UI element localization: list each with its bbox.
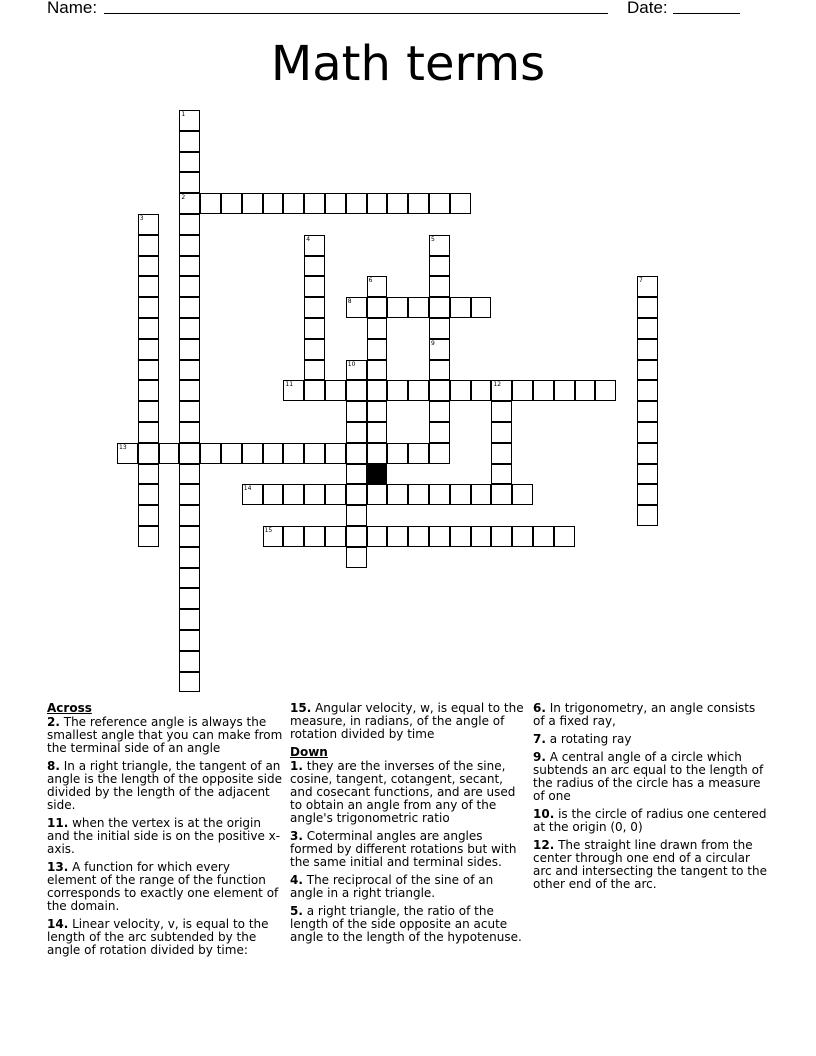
crossword-cell[interactable] <box>242 484 263 505</box>
crossword-cell[interactable] <box>429 235 450 256</box>
down-heading: Down <box>290 745 328 759</box>
crossword-cell[interactable] <box>637 422 658 443</box>
crossword-cell[interactable] <box>491 380 512 401</box>
crossword-cell[interactable] <box>429 422 450 443</box>
across-clue-15 <box>290 702 526 741</box>
clues-column-2 <box>290 702 526 949</box>
across-clue-8 <box>47 760 283 812</box>
crossword-cell[interactable] <box>179 110 200 131</box>
down-clue-5 <box>290 905 526 944</box>
crossword-cell[interactable] <box>429 443 450 464</box>
clue-number: 14. <box>47 917 69 931</box>
crossword-cell[interactable] <box>346 547 367 568</box>
crossword-cell[interactable] <box>346 297 367 318</box>
clue-text: In trigonometry, an angle consists of a fixed ray, <box>533 701 756 728</box>
cell-number: 4 <box>306 235 311 243</box>
crossword-cell[interactable] <box>283 193 304 214</box>
crossword-cell[interactable] <box>554 526 575 547</box>
crossword-cell[interactable] <box>429 360 450 381</box>
crossword-cell[interactable] <box>429 276 450 297</box>
clue-number: 7. <box>533 732 546 746</box>
crossword-cell[interactable] <box>325 526 346 547</box>
cell-number: 8 <box>347 298 352 306</box>
crossword-cell[interactable] <box>637 297 658 318</box>
crossword-cell[interactable] <box>429 256 450 277</box>
crossword-cell[interactable] <box>595 380 616 401</box>
crossword-cell[interactable] <box>179 152 200 173</box>
clue-number: 4. <box>290 873 303 887</box>
crossword-cell[interactable] <box>471 526 492 547</box>
crossword-cell[interactable] <box>117 443 138 464</box>
down-clue-1 <box>290 760 526 825</box>
clue-text: A central angle of a circle which subtends an arc equal to the length of the radius of the circle has a measure of one <box>533 750 764 803</box>
crossword-cell[interactable] <box>346 464 367 485</box>
clue-number: 3. <box>290 829 303 843</box>
clue-text: The straight line drawn from the center through one end of a circular arc and intersecting the tangent to the other end of the arc. <box>533 838 767 891</box>
crossword-cell[interactable] <box>179 505 200 526</box>
crossword-cell[interactable] <box>179 339 200 360</box>
clue-text: they are the inverses of the sine, cosine, tangent, cotangent, secant, and cosecant functions, and are used to obtain an angle from any of the angle's trigonometric ratio <box>290 759 516 825</box>
clue-text: The reference angle is always the smallest angle that you can make from the terminal side of an angle <box>47 715 283 755</box>
clue-text: The reciprocal of the sine of an angle in a right triangle. <box>290 873 494 900</box>
crossword-cell[interactable] <box>429 526 450 547</box>
clue-number: 2. <box>47 715 60 729</box>
crossword-cell[interactable] <box>491 526 512 547</box>
clue-number: 6. <box>533 701 546 715</box>
crossword-cell[interactable] <box>179 422 200 443</box>
crossword-cell[interactable] <box>138 276 159 297</box>
crossword-cell[interactable] <box>179 318 200 339</box>
crossword-cell[interactable] <box>304 318 325 339</box>
down-clue-7 <box>533 733 768 746</box>
crossword-cell[interactable] <box>304 360 325 381</box>
crossword-cell[interactable] <box>637 318 658 339</box>
crossword-cell[interactable] <box>159 443 180 464</box>
crossword-cell[interactable] <box>179 193 200 214</box>
crossword-cell[interactable] <box>367 318 388 339</box>
crossword-cell[interactable] <box>637 276 658 297</box>
crossword-cell[interactable] <box>533 526 554 547</box>
crossword-cell[interactable] <box>346 526 367 547</box>
crossword-cell[interactable] <box>408 484 429 505</box>
crossword-cell[interactable] <box>491 422 512 443</box>
crossword-cell[interactable] <box>346 380 367 401</box>
crossword-cell[interactable] <box>387 380 408 401</box>
crossword-cell[interactable] <box>408 443 429 464</box>
crossword-cell[interactable] <box>554 380 575 401</box>
crossword-cell[interactable] <box>346 505 367 526</box>
crossword-cell[interactable] <box>429 339 450 360</box>
crossword-cell[interactable] <box>221 443 242 464</box>
crossword-cell[interactable] <box>179 172 200 193</box>
clue-number: 5. <box>290 904 303 918</box>
crossword-cell[interactable] <box>387 526 408 547</box>
crossword-cell[interactable] <box>346 484 367 505</box>
crossword-cell[interactable] <box>637 505 658 526</box>
crossword-cell[interactable] <box>138 422 159 443</box>
crossword-cell[interactable] <box>138 360 159 381</box>
clues-column-3 <box>533 702 768 896</box>
crossword-cell[interactable] <box>408 193 429 214</box>
crossword-cell[interactable] <box>387 193 408 214</box>
crossword-cell[interactable] <box>138 214 159 235</box>
crossword-cell[interactable] <box>512 380 533 401</box>
crossword-cell[interactable] <box>304 256 325 277</box>
crossword-cell[interactable] <box>179 256 200 277</box>
crossword-cell[interactable] <box>408 526 429 547</box>
crossword-cell[interactable] <box>179 609 200 630</box>
crossword-cell[interactable] <box>512 484 533 505</box>
crossword-cell[interactable] <box>179 526 200 547</box>
crossword-cell[interactable] <box>408 297 429 318</box>
crossword-cell[interactable] <box>450 193 471 214</box>
down-clue-6 <box>533 702 768 728</box>
crossword-cell[interactable] <box>637 484 658 505</box>
clue-text: Linear velocity, v, is equal to the length of the arc subtended by the angle of rotation divided by time: <box>47 917 269 957</box>
crossword-cell[interactable] <box>138 256 159 277</box>
crossword-cell[interactable] <box>138 484 159 505</box>
across-clue-11 <box>47 817 283 856</box>
crossword-cell[interactable] <box>138 318 159 339</box>
crossword-cell[interactable] <box>346 401 367 422</box>
crossword-cell[interactable] <box>304 380 325 401</box>
cell-number: 3 <box>139 215 144 222</box>
clue-text: a rotating ray <box>545 732 632 746</box>
crossword-cell[interactable] <box>346 443 367 464</box>
crossword-cell[interactable] <box>471 484 492 505</box>
clue-text: In a right triangle, the tangent of an angle is the length of the opposite side divided by the length of the adjacent side. <box>47 759 282 812</box>
page-title: Math terms <box>270 36 546 92</box>
clue-number: 9. <box>533 750 546 764</box>
crossword-cell[interactable] <box>242 443 263 464</box>
cell-number: 11 <box>285 381 294 389</box>
down-clue-4 <box>290 874 526 900</box>
clue-number: 11. <box>47 816 69 830</box>
crossword-cell[interactable] <box>283 443 304 464</box>
crossword-cell[interactable] <box>491 401 512 422</box>
crossword-cell[interactable] <box>179 568 200 589</box>
crossword-cell[interactable] <box>450 297 471 318</box>
blocked-cell <box>367 464 388 485</box>
crossword-cell[interactable] <box>304 443 325 464</box>
crossword-cell[interactable] <box>491 464 512 485</box>
crossword-cell[interactable] <box>138 526 159 547</box>
crossword-cell[interactable] <box>325 484 346 505</box>
crossword-cell[interactable] <box>263 526 284 547</box>
down-clue-3 <box>290 830 526 869</box>
clue-number: 8. <box>47 759 60 773</box>
crossword-cell[interactable] <box>367 380 388 401</box>
crossword-cell[interactable] <box>429 193 450 214</box>
crossword-cell[interactable] <box>138 235 159 256</box>
crossword-cell[interactable] <box>304 235 325 256</box>
crossword-cell[interactable] <box>138 297 159 318</box>
crossword-cell[interactable] <box>429 380 450 401</box>
crossword-cell[interactable] <box>200 193 221 214</box>
crossword-cell[interactable] <box>325 443 346 464</box>
crossword-cell[interactable] <box>283 526 304 547</box>
crossword-cell[interactable] <box>387 297 408 318</box>
across-clue-14 <box>47 918 283 957</box>
crossword-cell[interactable] <box>471 380 492 401</box>
crossword-cell[interactable] <box>491 484 512 505</box>
crossword-cell[interactable] <box>179 672 200 693</box>
clue-number: 15. <box>290 701 312 715</box>
cell-number: 12 <box>493 381 502 389</box>
crossword-cell[interactable] <box>367 193 388 214</box>
crossword-cell[interactable] <box>450 526 471 547</box>
crossword-cell[interactable] <box>179 360 200 381</box>
clue-text: a right triangle, the ratio of the length of the side opposite an acute angle to the length of the hypotenuse. <box>290 904 522 944</box>
crossword-cell[interactable] <box>283 484 304 505</box>
cell-number: 7 <box>639 277 643 285</box>
across-clue-13 <box>47 861 283 913</box>
crossword-cell[interactable] <box>429 401 450 422</box>
crossword-cell[interactable] <box>138 464 159 485</box>
clue-text: A function for which every element of the range of the function corresponds to exactly one element of the domain. <box>47 860 279 913</box>
crossword-cell[interactable] <box>637 380 658 401</box>
crossword-cell[interactable] <box>637 443 658 464</box>
crossword-cell[interactable] <box>179 214 200 235</box>
crossword-cell[interactable] <box>367 360 388 381</box>
clue-number: 10. <box>533 807 555 821</box>
crossword-cell[interactable] <box>450 484 471 505</box>
across-clue-2 <box>47 716 283 755</box>
down-clue-12 <box>533 839 768 891</box>
crossword-cell[interactable] <box>242 193 263 214</box>
crossword-cell[interactable] <box>263 443 284 464</box>
crossword-cell[interactable] <box>367 297 388 318</box>
crossword-cell[interactable] <box>637 339 658 360</box>
crossword-cell[interactable] <box>367 443 388 464</box>
crossword-cell[interactable] <box>138 401 159 422</box>
crossword-cell[interactable] <box>533 380 554 401</box>
cell-number: 14 <box>243 485 252 493</box>
crossword-cell[interactable] <box>179 297 200 318</box>
cell-number: 15 <box>264 527 273 534</box>
cell-number: 9 <box>431 339 435 347</box>
crossword-cell[interactable] <box>429 297 450 318</box>
crossword-cell[interactable] <box>179 588 200 609</box>
crossword-cell[interactable] <box>429 484 450 505</box>
crossword-cell[interactable] <box>367 422 388 443</box>
name-label: Name: <box>47 0 98 17</box>
crossword-cell[interactable] <box>429 318 450 339</box>
clue-text: is the circle of radius one centered at the origin (0, 0) <box>533 807 767 834</box>
crossword-cell[interactable] <box>304 193 325 214</box>
crossword-cell[interactable] <box>471 297 492 318</box>
clues-column-1 <box>47 702 283 962</box>
down-clue-9 <box>533 751 768 803</box>
crossword-cell[interactable] <box>138 380 159 401</box>
crossword-cell[interactable] <box>138 339 159 360</box>
cell-number: 2 <box>181 194 186 202</box>
crossword-cell[interactable] <box>512 526 533 547</box>
crossword-cell[interactable] <box>367 276 388 297</box>
crossword-cell[interactable] <box>179 401 200 422</box>
clue-number: 13. <box>47 860 69 874</box>
crossword-cell[interactable] <box>387 484 408 505</box>
crossword-cell[interactable] <box>263 193 284 214</box>
crossword-cell[interactable] <box>304 526 325 547</box>
down-clue-10 <box>533 808 768 834</box>
crossword-cell[interactable] <box>637 464 658 485</box>
crossword-cell[interactable] <box>304 339 325 360</box>
cell-number: 1 <box>181 111 186 118</box>
crossword-cell[interactable] <box>179 630 200 651</box>
date-label: Date: <box>627 0 668 17</box>
crossword-cell[interactable] <box>491 443 512 464</box>
crossword-cell[interactable] <box>179 651 200 672</box>
crossword-cell[interactable] <box>179 547 200 568</box>
cell-number: 13 <box>119 443 127 451</box>
across-heading: Across <box>47 701 92 715</box>
crossword-cell[interactable] <box>304 276 325 297</box>
cell-number: 5 <box>431 235 435 243</box>
crossword-cell[interactable] <box>575 380 596 401</box>
crossword-cell[interactable] <box>450 380 471 401</box>
crossword-cell[interactable] <box>637 401 658 422</box>
clue-number: 12. <box>533 838 555 852</box>
clue-text: Angular velocity, w, is equal to the measure, in radians, of the angle of rotation divided by time <box>290 701 524 741</box>
crossword-cell[interactable] <box>179 464 200 485</box>
cell-number: 10 <box>347 360 356 368</box>
crossword-cell[interactable] <box>387 443 408 464</box>
crossword-cell[interactable] <box>304 484 325 505</box>
cell-number: 6 <box>368 277 373 285</box>
clue-number: 1. <box>290 759 303 773</box>
crossword-cell[interactable] <box>346 360 367 381</box>
crossword-cell[interactable] <box>304 297 325 318</box>
crossword-cell[interactable] <box>263 484 284 505</box>
crossword-cell[interactable] <box>408 380 429 401</box>
crossword-cell[interactable] <box>367 526 388 547</box>
crossword-cell[interactable] <box>221 193 242 214</box>
crossword-cell[interactable] <box>367 401 388 422</box>
crossword-cell[interactable] <box>179 380 200 401</box>
crossword-cell[interactable] <box>325 380 346 401</box>
crossword-cell[interactable] <box>200 443 221 464</box>
clue-text: Coterminal angles are angles formed by different rotations but with the same initial and terminal sides. <box>290 829 517 869</box>
crossword-cell[interactable] <box>367 484 388 505</box>
crossword-cell[interactable] <box>283 380 304 401</box>
crossword-cell[interactable] <box>138 505 159 526</box>
crossword-cell[interactable] <box>179 443 200 464</box>
crossword-cell[interactable] <box>138 443 159 464</box>
crossword-cell[interactable] <box>346 193 367 214</box>
crossword-cell[interactable] <box>179 235 200 256</box>
crossword-cell[interactable] <box>346 422 367 443</box>
crossword-cell[interactable] <box>179 484 200 505</box>
crossword-cell[interactable] <box>179 276 200 297</box>
crossword-cell[interactable] <box>325 193 346 214</box>
crossword-cell[interactable] <box>637 360 658 381</box>
crossword-cell[interactable] <box>179 131 200 152</box>
clue-text: when the vertex is at the origin and the initial side is on the positive x-axis. <box>47 816 281 856</box>
crossword-cell[interactable] <box>367 339 388 360</box>
